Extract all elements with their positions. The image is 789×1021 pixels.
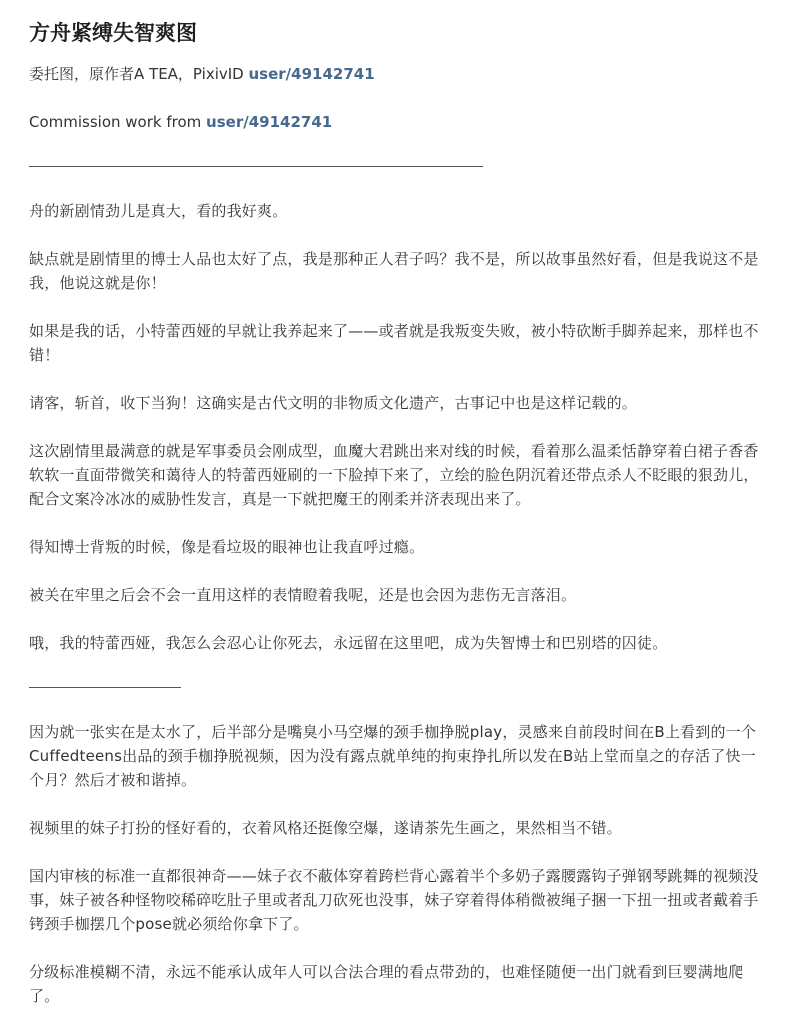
spacer xyxy=(29,688,767,720)
credit-line-en xyxy=(29,110,767,134)
post-title: 方舟紧缚失智爽图 xyxy=(29,21,197,45)
pixiv-user-link-en[interactable]: user/49142741 xyxy=(206,113,333,131)
paragraph: 国内审核的标准一直都很神奇——妹子衣不蔽体穿着跨栏背心露着半个多奶子露腰露钩子弹钢琴跳舞的视频没事，妹子被各种怪物咬稀碎吃肚子里或者乱刀砍死也没事，妹子穿着得体稍微被绳子捆一下扭一扭或者戴着手铐颈手枷摆几个pose就必须给你拿下了。 xyxy=(29,867,759,933)
paragraph: 分级标准模糊不清，永远不能承认成年人可以合法合理的看点带劲的，也难怪随便一出门就看到巨婴满地爬了。 xyxy=(29,963,744,1005)
spacer xyxy=(29,840,767,864)
spacer xyxy=(29,511,767,535)
spacer xyxy=(29,559,767,583)
spacer xyxy=(29,167,767,199)
spacer xyxy=(29,223,767,247)
spacer xyxy=(29,367,767,391)
credit-line-cn xyxy=(29,62,767,86)
pixiv-user-link-cn[interactable]: user/49142741 xyxy=(248,65,375,83)
paragraph: 得知博士背叛的时候，像是看垃圾的眼神也让我直呼过瘾。 xyxy=(29,538,425,556)
paragraph: 缺点就是剧情里的博士人品也太好了点，我是那种正人君子吗？我不是，所以故事虽然好看，但是我说这不是我，他说这就是你！ xyxy=(29,250,759,292)
spacer xyxy=(29,295,767,319)
spacer xyxy=(29,607,767,631)
paragraph: 因为就一张实在是太水了，后半部分是嘴臭小马空爆的颈手枷挣脱play，灵感来自前段时间在B上看到的一个 Cuffedteens出品的颈手枷挣脱视频，因为没有露点就单纯的拘束挣扎所以发在B站上堂而皇之的存活了快一个月？然后才被和谐掉。 xyxy=(29,723,757,789)
paragraph: 被关在牢里之后会不会一直用这样的表情瞪着我呢，还是也会因为悲伤无言落泪。 xyxy=(29,586,577,604)
credit-en-text: Commission work from xyxy=(29,113,207,131)
paragraph: 这次剧情里最满意的就是军事委员会刚成型，血魔大君跳出来对线的时候，看着那么温柔恬静穿着白裙子香香软软一直面带微笑和蔼待人的特蕾西娅刷的一下脸掉下来了，立绘的脸色阴沉着还带点杀人不眨眼的狠劲儿，配合文案冷冰冰的威胁性发言，真是一下就把魔王的刚柔并济表现出来了。 xyxy=(29,442,759,508)
spacer xyxy=(29,792,767,816)
spacer xyxy=(29,415,767,439)
credit-cn-text: 委托图，原作者A TEA，PixivID xyxy=(29,65,249,83)
spacer xyxy=(29,86,767,110)
paragraph: 视频里的妹子打扮的怪好看的，衣着风格还挺像空爆，遂请茶先生画之，果然相当不错。 xyxy=(29,819,622,837)
paragraph: 舟的新剧情劲儿是真大，看的我好爽。 xyxy=(29,202,288,220)
paragraph: 如果是我的话，小特蕾西娅的早就让我养起来了——或者就是我叛变失败，被小特砍断手脚养起来，那样也不错！ xyxy=(29,322,759,364)
spacer xyxy=(29,936,767,960)
paragraph: 请客，斩首，收下当狗！这确实是古代文明的非物质文化遗产，古事记中也是这样记载的。 xyxy=(29,394,638,412)
paragraph: 哦，我的特蕾西娅，我怎么会忍心让你死去，永远留在这里吧，成为失智博士和巴别塔的囚徒。 xyxy=(29,634,668,652)
